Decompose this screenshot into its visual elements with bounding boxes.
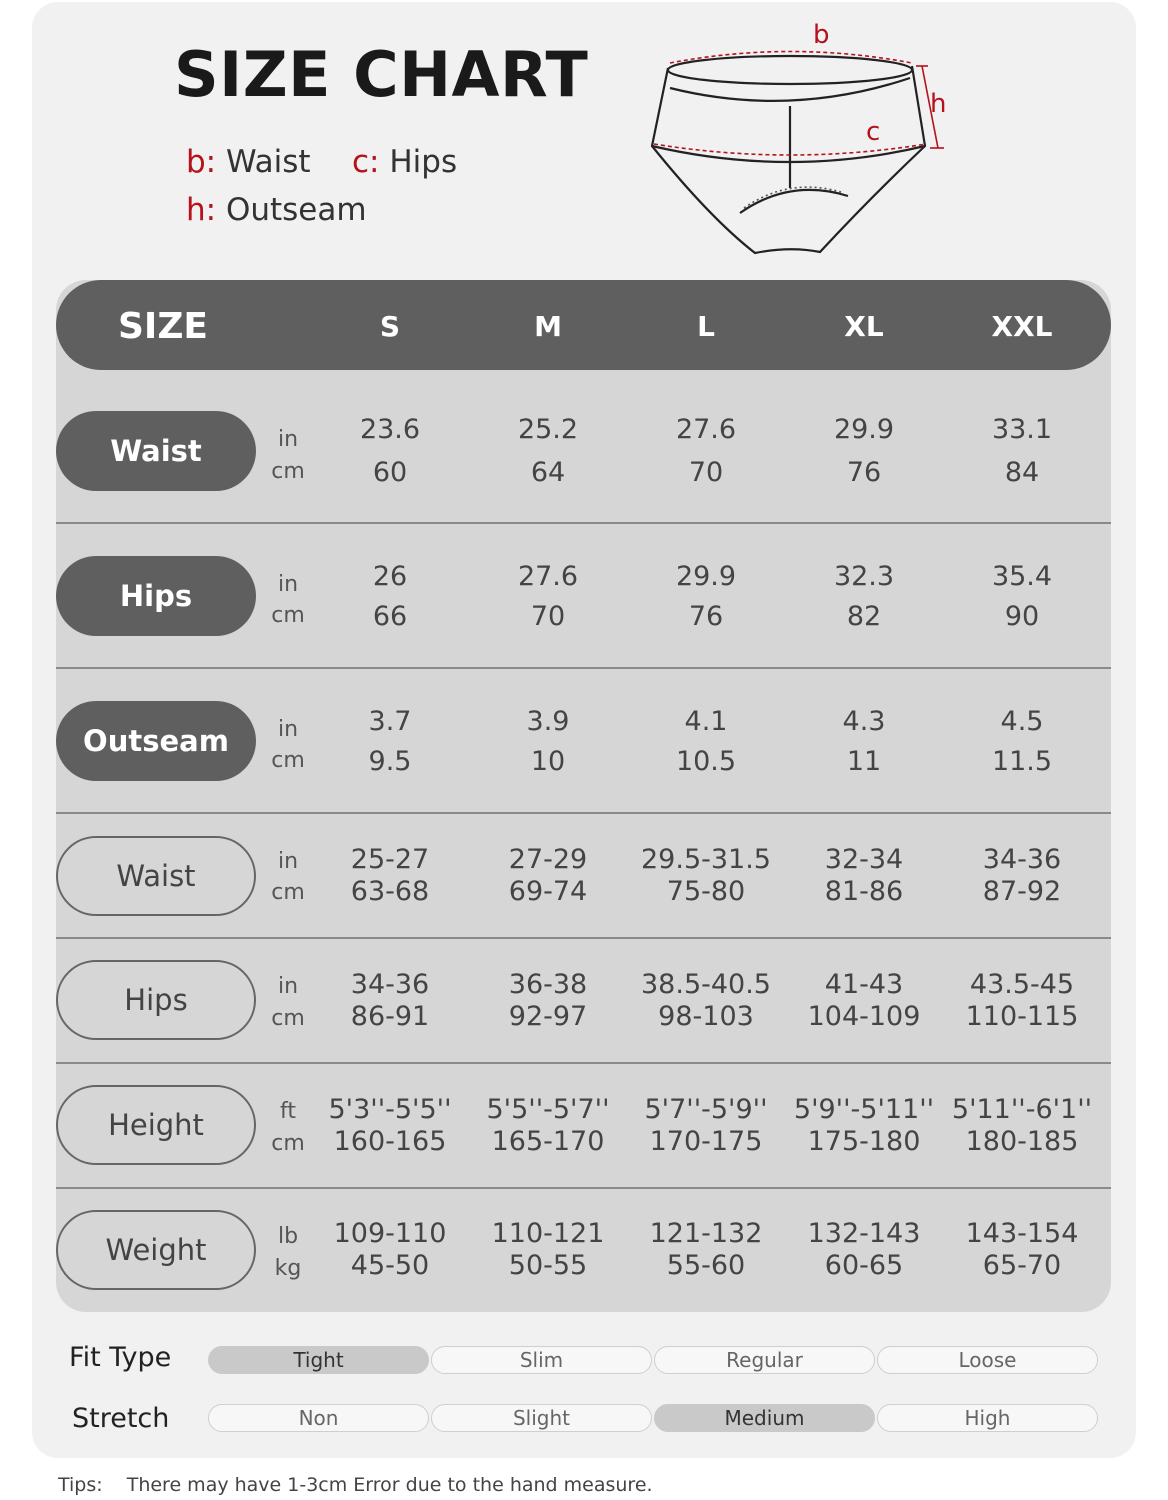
table-cell: 4.1	[684, 706, 728, 737]
table-cell: 121-132	[649, 1218, 763, 1249]
unit-cm: cm	[271, 748, 305, 773]
table-cell: 175-180	[807, 1126, 921, 1157]
unit-ft: ft	[280, 1099, 296, 1124]
table-cell: 5'11''-6'1''	[951, 1094, 1093, 1125]
table-cell: 34-36	[982, 844, 1062, 875]
unit-lb: lb	[277, 1224, 299, 1249]
row-label-weight: Weight	[56, 1210, 256, 1290]
table-cell: 11.5	[991, 746, 1053, 777]
table-cell: 5'9''-5'11''	[793, 1094, 935, 1125]
legend-key-h: h:	[186, 192, 217, 228]
legend-label-hips: Hips	[389, 144, 458, 180]
table-cell: 110-121	[491, 1218, 605, 1249]
fit-type-label: Fit Type	[69, 1342, 172, 1373]
row-label-fit-hips: Hips	[56, 960, 256, 1040]
legend-hips	[352, 144, 457, 180]
table-cell: 5'7''-5'9''	[644, 1094, 768, 1125]
table-cell: 35.4	[991, 561, 1053, 592]
stretch-label: Stretch	[72, 1403, 170, 1434]
table-cell: 38.5-40.5	[641, 969, 771, 1000]
table-cell: 76	[846, 457, 882, 488]
unit-cm: cm	[271, 880, 305, 905]
stretch-option-medium: Medium	[654, 1404, 875, 1432]
header-col-xxl: XXL	[991, 310, 1053, 343]
header-col-s: S	[379, 310, 401, 343]
unit-in: in	[277, 572, 299, 597]
header-col-m: M	[534, 310, 562, 343]
header-col-l: L	[697, 310, 715, 343]
table-cell: 86-91	[350, 1001, 430, 1032]
table-cell: 75-80	[666, 876, 746, 907]
table-cell: 98-103	[658, 1001, 754, 1032]
table-cell: 63-68	[350, 876, 430, 907]
table-cell: 66	[372, 601, 408, 632]
table-cell: 5'5''-5'7''	[486, 1094, 610, 1125]
table-cell: 29.5-31.5	[641, 844, 771, 875]
table-cell: 160-165	[333, 1126, 447, 1157]
table-cell: 87-92	[982, 876, 1062, 907]
table-cell: 5'3''-5'5''	[328, 1094, 452, 1125]
table-cell: 25-27	[350, 844, 430, 875]
table-cell: 82	[846, 601, 882, 632]
table-cell: 70	[688, 457, 724, 488]
header-col-xl: XL	[844, 310, 884, 343]
shorts-diagram	[640, 18, 970, 268]
row-label-body-waist: Waist	[56, 411, 256, 491]
tips-key: Tips:	[58, 1474, 103, 1496]
unit-cm: cm	[271, 459, 305, 484]
unit-cm: cm	[271, 603, 305, 628]
table-cell: 27-29	[508, 844, 588, 875]
row-label-fit-waist: Waist	[56, 836, 256, 916]
table-cell: 32-34	[824, 844, 904, 875]
table-cell: 110-115	[965, 1001, 1079, 1032]
tips-text: There may have 1-3cm Error due to the hand measure.	[126, 1474, 653, 1496]
table-cell: 45-50	[350, 1250, 430, 1281]
table-cell: 32.3	[833, 561, 895, 592]
table-cell: 92-97	[508, 1001, 588, 1032]
tips-note	[58, 1474, 653, 1496]
stretch-option-high: High	[877, 1404, 1098, 1432]
unit-in: in	[277, 974, 299, 999]
row-label-height: Height	[56, 1085, 256, 1165]
table-cell: 29.9	[833, 414, 895, 445]
table-cell: 65-70	[982, 1250, 1062, 1281]
legend-key-b: b:	[186, 144, 217, 180]
table-cell: 26	[372, 561, 408, 592]
unit-cm: cm	[271, 1006, 305, 1031]
table-cell: 33.1	[991, 414, 1053, 445]
row-divider	[56, 1062, 1111, 1064]
table-cell: 3.9	[526, 706, 570, 737]
fit-option-slim: Slim	[431, 1346, 652, 1374]
legend-label-waist: Waist	[225, 144, 311, 180]
table-cell: 143-154	[965, 1218, 1079, 1249]
stretch-option-slight: Slight	[431, 1404, 652, 1432]
table-cell: 27.6	[675, 414, 737, 445]
legend-key-c: c:	[352, 144, 380, 180]
table-cell: 10.5	[675, 746, 737, 777]
unit-in: in	[277, 427, 299, 452]
table-cell: 84	[1004, 457, 1040, 488]
diagram-label-h: h	[930, 89, 947, 119]
table-cell: 25.2	[517, 414, 579, 445]
table-cell: 70	[530, 601, 566, 632]
fit-option-tight: Tight	[208, 1346, 429, 1374]
table-cell: 41-43	[824, 969, 904, 1000]
table-cell: 29.9	[675, 561, 737, 592]
unit-kg: kg	[274, 1256, 302, 1281]
table-cell: 50-55	[508, 1250, 588, 1281]
table-cell: 180-185	[965, 1126, 1079, 1157]
stretch-option-non: Non	[208, 1404, 429, 1432]
table-cell: 69-74	[508, 876, 588, 907]
table-cell: 9.5	[368, 746, 412, 777]
legend-waist	[186, 144, 311, 180]
table-cell: 43.5-45	[969, 969, 1075, 1000]
header-size-label: SIZE	[118, 306, 209, 347]
table-cell: 11	[846, 746, 882, 777]
table-cell: 170-175	[649, 1126, 763, 1157]
table-cell: 165-170	[491, 1126, 605, 1157]
table-cell: 90	[1004, 601, 1040, 632]
fit-option-regular: Regular	[654, 1346, 875, 1374]
row-divider	[56, 522, 1111, 524]
legend-label-outseam: Outseam	[225, 192, 367, 228]
table-cell: 81-86	[824, 876, 904, 907]
table-cell: 55-60	[666, 1250, 746, 1281]
unit-in: in	[277, 717, 299, 742]
row-divider	[56, 1187, 1111, 1189]
row-label-body-hips: Hips	[56, 556, 256, 636]
row-divider	[56, 667, 1111, 669]
row-label-outseam: Outseam	[56, 701, 256, 781]
table-cell: 76	[688, 601, 724, 632]
unit-in: in	[277, 849, 299, 874]
row-divider	[56, 812, 1111, 814]
table-cell: 4.3	[842, 706, 886, 737]
table-cell: 109-110	[333, 1218, 447, 1249]
table-cell: 60	[372, 457, 408, 488]
page-title: SIZE CHART	[174, 38, 589, 111]
unit-cm: cm	[271, 1131, 305, 1156]
table-cell: 104-109	[807, 1001, 921, 1032]
diagram-label-b: b	[813, 20, 830, 50]
table-cell: 60-65	[824, 1250, 904, 1281]
table-cell: 23.6	[359, 414, 421, 445]
table-cell: 34-36	[350, 969, 430, 1000]
table-cell: 132-143	[807, 1218, 921, 1249]
table-cell: 27.6	[517, 561, 579, 592]
row-divider	[56, 937, 1111, 939]
legend-outseam	[186, 192, 367, 228]
table-cell: 64	[530, 457, 566, 488]
table-cell: 3.7	[368, 706, 412, 737]
table-cell: 4.5	[1000, 706, 1044, 737]
table-cell: 10	[530, 746, 566, 777]
fit-option-loose: Loose	[877, 1346, 1098, 1374]
diagram-label-c: c	[866, 117, 881, 147]
table-cell: 36-38	[508, 969, 588, 1000]
